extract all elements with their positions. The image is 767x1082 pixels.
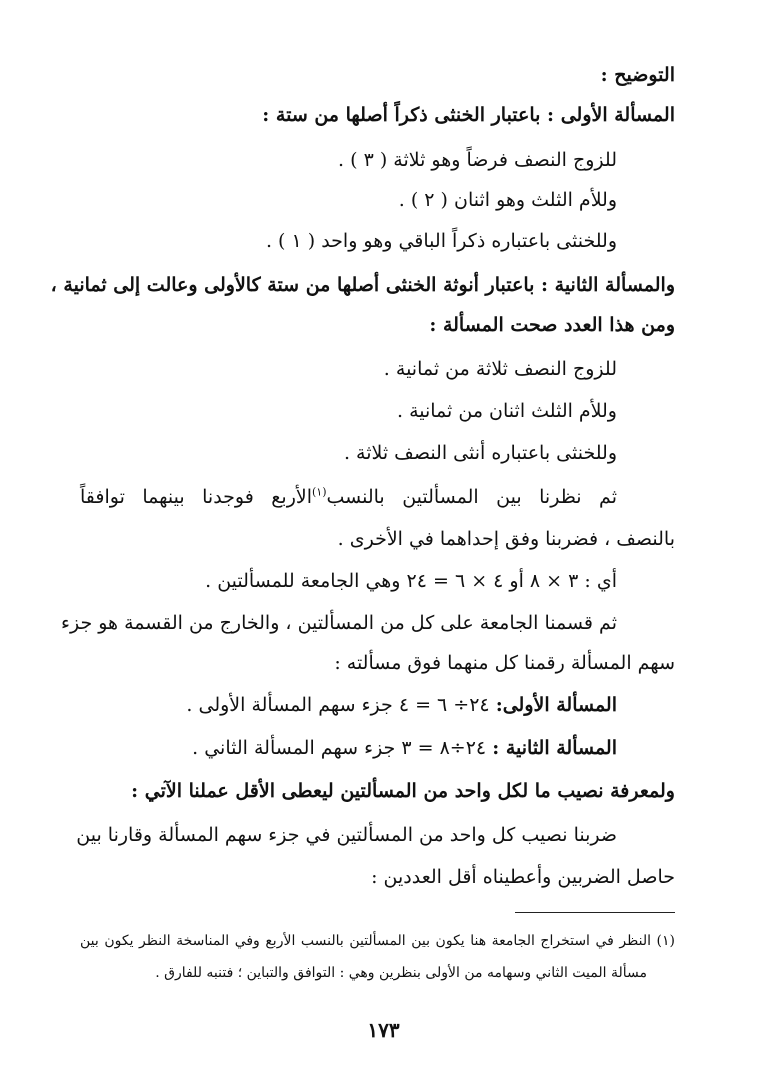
case2-line-hermaphrodite: وللخنثى باعتباره أنثى النصف ثلاثة . bbox=[343, 442, 617, 464]
footnote-separator bbox=[515, 912, 675, 913]
section-heading: التوضيح : bbox=[600, 64, 675, 86]
paragraph1-line1 bbox=[80, 482, 617, 512]
case1-title: المسألة الأولى : باعتبار الخنثى ذكراً أصلها من ستة : bbox=[262, 104, 675, 126]
paragraph1-text-before: ثم نظرنا بين المسألتين بالنسب bbox=[326, 486, 617, 508]
paragraph3-line2: حاصل الضربين وأعطيناه أقل العددين : bbox=[371, 866, 675, 888]
case1-line-husband: للزوج النصف فرضاً وهو ثلاثة ( ٣ ) . bbox=[338, 149, 617, 171]
footnote-reference: (١) bbox=[311, 485, 327, 499]
paragraph2-line1: ثم قسمنا الجامعة على كل من المسألتين ، والخارج من القسمة هو جزء bbox=[61, 612, 617, 634]
paragraph3-line1: ضربنا نصيب كل واحد من المسألتين في جزء سهم المسألة وقارنا بين bbox=[76, 824, 617, 846]
case2-share-text: ٢٤÷٨ = ٣ جزء سهم المسألة الثاني . bbox=[192, 737, 487, 759]
case1-line-mother: وللأم الثلث وهو اثنان ( ٢ ) . bbox=[398, 189, 617, 211]
paragraph2-line2: سهم المسألة رقمنا كل منهما فوق مسألته : bbox=[334, 652, 675, 674]
footnote-line1: (١) النظر في استخراج الجامعة هنا يكون بين المسألتين بالنسب الأربع وفي المناسخة النظر يكون بين bbox=[80, 933, 675, 949]
paragraph1-line2: بالنصف ، فضربنا وفق إحداهما في الأخرى . bbox=[337, 528, 675, 550]
case2-line-husband: للزوج النصف ثلاثة من ثمانية . bbox=[383, 358, 617, 380]
page-number: ١٧٣ bbox=[367, 1018, 400, 1042]
case2-title-line2: ومن هذا العدد صحت المسألة : bbox=[429, 314, 675, 336]
case1-line-hermaphrodite: وللخنثى باعتباره ذكراً الباقي وهو واحد ( ١ ) . bbox=[265, 230, 617, 252]
case1-share-line bbox=[186, 690, 617, 720]
equation-line: أي : ٣ × ٨ أو ٤ × ٦ = ٢٤ وهي الجامعة للمسألتين . bbox=[205, 570, 617, 592]
case2-line-mother: وللأم الثلث اثنان من ثمانية . bbox=[396, 400, 617, 422]
case2-share-label: المسألة الثانية : bbox=[492, 737, 617, 759]
paragraph1-text-after: الأربع فوجدنا بينهما توافقاً bbox=[80, 486, 312, 508]
bold-procedure-line: ولمعرفة نصيب ما لكل واحد من المسألتين ليعطى الأقل عملنا الآتي : bbox=[131, 780, 675, 802]
case2-title-line1: والمسألة الثانية : باعتبار أنوثة الخنثى أصلها من ستة كالأولى وعالت إلى ثمانية ، bbox=[50, 274, 675, 296]
case1-share-label: المسألة الأولى: bbox=[495, 694, 617, 716]
case2-share-line bbox=[192, 733, 617, 763]
footnote-line2: مسألة الميت الثاني وسهامه من الأولى بنظرين وهي : التوافق والتباين ؛ فتنبه للفارق . bbox=[155, 965, 647, 981]
case1-share-text: ٢٤÷ ٦ = ٤ جزء سهم المسألة الأولى . bbox=[186, 694, 490, 716]
